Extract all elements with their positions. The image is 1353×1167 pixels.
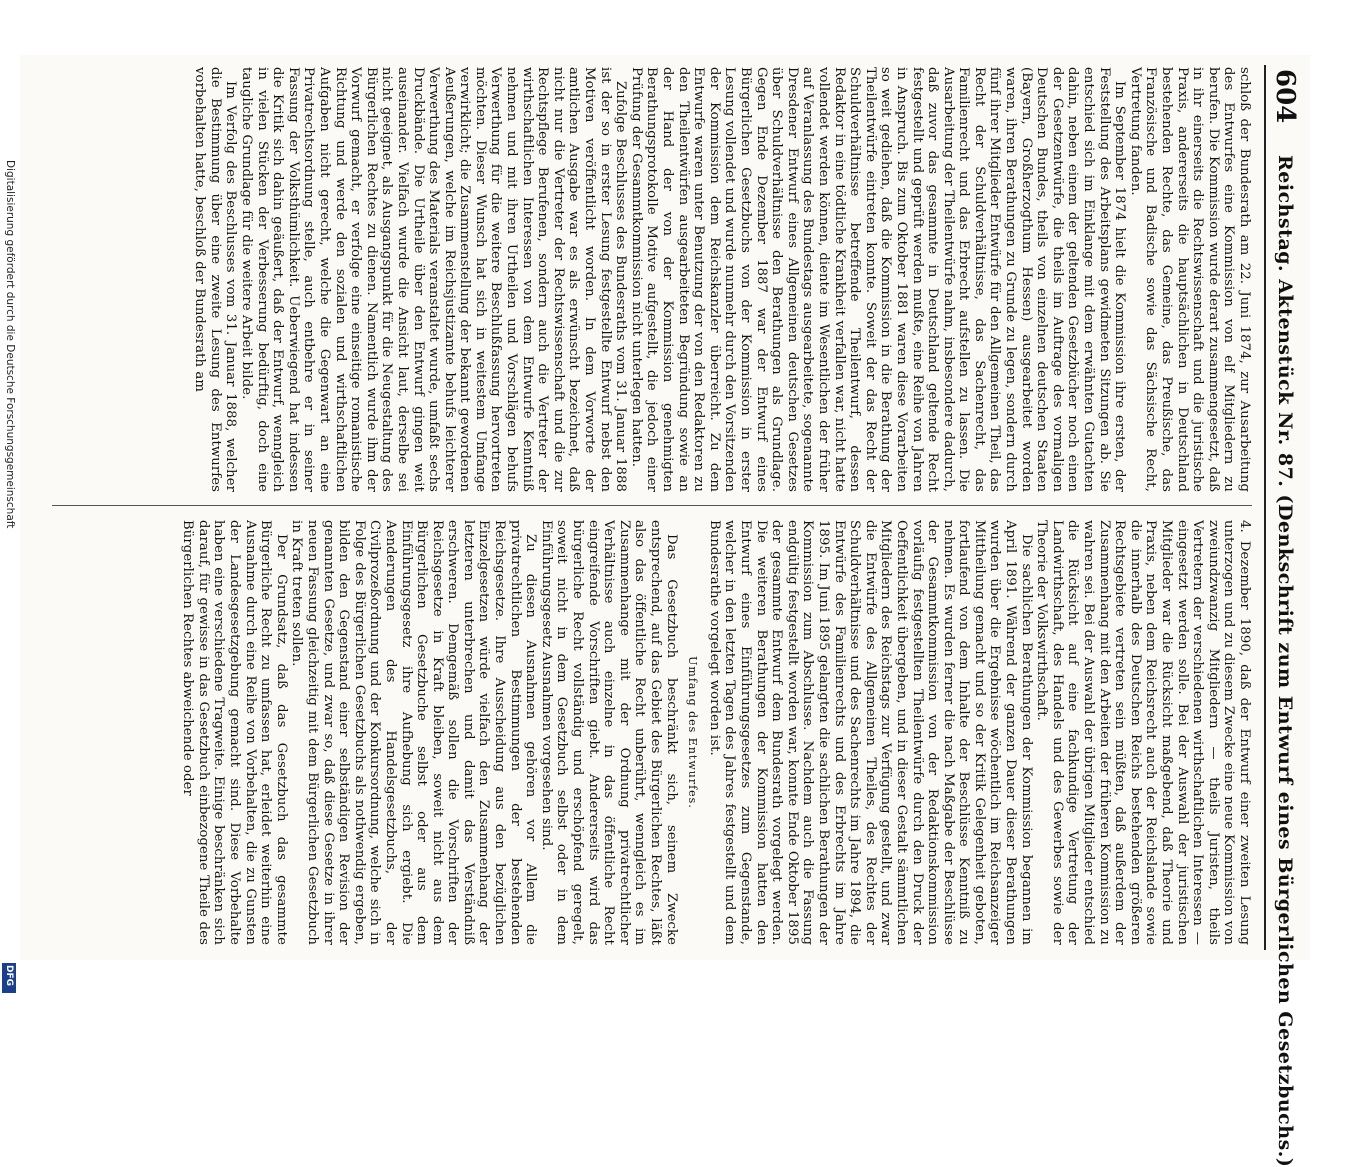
digitization-credit [2,160,16,920]
paragraph: Die sachlichen Berathungen der Kommission begannen im April 1891. Während der ganzen Dauer dieser Berathungen wurden über die Ergebnisse wöchentlich im Reichsanzeiger Mittheilung gemacht und so der Kritik Gelegenheit geboten, fortlaufend von dem Inhalte der Beschlüsse Kenntniß zu nehmen. Es wurden ferner die nach Maßgabe der Beschlüsse der Gesammtkommission von der Redaktionskommission vorläufig festgestellten Theilentwürfe durch den Druck der Oeffentlichkeit übergeben, und in dieser Gestalt sämmtlichen Mitgliedern des Reichstags zur Verfügung gestellt, und zwar die Entwürfe des Allgemeinen Theiles, des Rechtes der Schuldverhältnisse und des Sachenrechts im Jahre 1894, die Entwürfe des Familienrechts und des Erbrechts im Jahre 1895. Im Juni 1895 gelangten die sachlichen Berathungen der Kommission zum Abschlusse. Nachdem auch die Fassung endgültig festgestellt worden war, konnte Ende Oktober 1895 der gesammte Entwurf dem Bundesrath vorgelegt werden. Die weiteren Berathungen der Kommission hatten den Entwurf eines Einführungsgesetzes zum Gegenstande, welcher in den letzten Tagen des Jahres festgestellt und dem Bundesrathe vorgelegt worden ist. [706,520,1034,945]
dfg-logo-text: DFG [4,965,14,987]
paragraph: Zufolge Beschlusses des Bundesraths vom 31. Januar 1888 ist der so in erster Lesung festgestellte Entwurf nebst den Motiven veröffentlicht worden. In dem Vorworte der amtlichen Ausgabe war es als erwünscht bezeichnet, daß nicht nur die Vertreter der Rechtswissenschaft und die zur Rechtspflege Berufenen, sondern auch die Vertreter der wirthschaftlichen Interessen von dem Entwurfe Kenntniß nehmen und mit ihren Urtheilen und Vorschlägen behufs Verwerthung für die weitere Beschlußfassung hervortreten möchten. Dieser Wunsch hat sich in weitestem Umfange verwirklicht; die Zusammenstellung der bekannt gewordenen Aeußerungen, welche im Reichsjustizamte behufs leichterer Verwerthung des Materials veranstaltet wurde, umfaßt sechs Druckbände. Die Urtheile über den Entwurf gingen weit auseinander. Vielfach wurde die Ansicht laut, derselbe sei nicht geeignet, als Ausgangspunkt für die Neugestaltung des Bürgerlichen Rechtes zu dienen. Namentlich wurde ihm der Vorwurf gemacht, er verfolge eine einseitige romanistische Richtung und werde den sozialen und wirthschaftlichen Aufgaben nicht gerecht, welche die Gegenwart an eine Privatrechtsordnung stelle, auch entbehre er in seiner Fassung der Volksthümlichkeit. Ueberwiegend hat indessen die Kritik sich dahin geäußert, daß der Entwurf, wenngleich in vielen Stücken der Verbesserung bedürftig, doch eine taugliche Grundlage für die weitere Arbeit bilde. [239,67,629,492]
scanned-page [20,55,1310,1167]
digitization-credit-text: Digitalisierung gefördert durch die Deutsche Forschungsgemeinschaft [4,160,16,529]
paragraph: 4. Dezember 1890, daß der Entwurf einer zweiten Lesung unterzogen und zu diesem Zwecke eine neue Kommission von zweiundzwanzig Mitgliedern — theils Juristen, theils Vertretern der verschiedenen wirthschaftlichen Interessen — eingesetzt werden solle. Bei der Auswahl der juristischen Mitglieder war die Rücksicht maßgebend, daß Theorie und Praxis, neben dem Reichsrecht auch der Reichslande sowie die innerhalb des Deutschen Reichs bestehenden größeren Rechtsgebiete vertreten sein müßten, daß außerdem der Zusammenhang mit den Arbeiten der früheren Kommission zu wahren sei. Bei der Auswahl der übrigen Mitglieder entschied die Rücksicht auf eine fachkundige Vertretung der Landwirthschaft, des Handels und des Gewerbes sowie der Theorie der Volkswirthschaft. [1034,520,1252,945]
paragraph: Im September 1874 hielt die Kommission ihre ersten, der Feststellung des Arbeitsplans gewidmeten Sitzungen ab. Sie entschied sich im Einklange mit dem erwähnten Gutachten dahin, neben einem der geltenden Gesetzbücher noch einen der Gesetzentwürfe, die theils im Auftrage des vormaligen Deutschen Bundes, theils von einzelnen deutschen Staaten (Bayern, Großherzogthum Hessen) ausgearbeitet worden waren, ihren Berathungen zu Grunde zu legen, sondern durch fünf ihrer Mitglieder Entwürfe für den Allgemeinen Theil, das Recht der Schuldverhältnisse, das Sachenrecht, das Familienrecht und das Erbrecht aufstellen zu lassen. Die Ausarbeitung der Theilentwürfe nahm, insbesondere dadurch, daß zuvor das gesammte in Deutschland geltende Recht festgestellt und geprüft werden mußte, eine Reihe von Jahren in Anspruch. Bis zum Oktober 1881 waren diese Vorarbeiten so weit gediehen, daß die Kommission in die Berathung der Theilentwürfe eintreten konnte. Soweit der das Recht der Schuldverhältnisse betreffende Theilentwurf, dessen Redaktor in eine tödtliche Krankheit verfallen war, nicht hatte vollendet werden können, diente im Wesentlichen der früher auf Veranlassung des Bundestags ausgearbeitete, sogenannte Dresdener Entwurf eines Allgemeinen deutschen Gesetzes über Schuldverhältnisse den Berathungen als Grundlage. Gegen Ende Dezember 1887 war der Entwurf eines Bürgerlichen Gesetzbuchs von der Kommission in erster Lesung vollendet und wurde nunmehr durch den Vorsitzenden der Kommission dem Reichskanzler überreicht. Zu dem Entwurfe waren unter Benutzung der von den Redaktoren zu den Theilentwürfen ausgearbeiteten Begründung sowie an der Hand der von der Kommission genehmigten Berathungsprotokolle Motive aufgestellt, die jedoch einer Prüfung der Gesammtkommission nicht unterlegen hatten. [628,67,1128,492]
page-number: 604 [1270,69,1300,124]
section-heading: Umfang des Entwurfes. [686,656,700,809]
dfg-logo [2,963,16,993]
left-column [37,67,1252,492]
paragraph: Im Verfolg des Beschlusses vom 31. Januar 1888, welcher die Bestimmung über eine zweite Lesung des Entwurfes vorbehalten hatte, beschloß der Bundesrath am [192,67,239,492]
rotated-page-content [20,55,1310,1167]
page-title: Reichstag. Aktenstück Nr. 87. (Denkschrift zum Entwurf eines Bürgerlichen Gesetzbuchs.) [1274,155,1296,1167]
page-header [1264,65,1302,1167]
paragraph: Das Gesetzbuch beschränkt sich, seinem Zwecke entsprechend, auf das Gebiet des Bürgerlichen Rechtes, läßt also das öffentliche Recht unberührt, wenngleich es im Zusammenhange mit der Ordnung privatrechtlicher Verhältnisse auch einzelne in das öffentliche Recht eingreifende Vorschriften giebt. Andererseits wird das bürgerliche Recht vollständig und erschöpfend geregelt, soweit nicht in dem Gesetzbuch selbst oder in dem Einführungsgesetz Ausnahmen vorgesehen sind. [538,520,679,945]
paragraph: Zu diesen Ausnahmen gehören vor Allem die privatrechtlichen Bestimmungen der bestehenden Reichsgesetze. Ihre Ausscheidung aus den bezüglichen Einzelgesetzen würde vielfach den Zusammenhang der letzteren unterbrechen und damit das Verständniß erschweren. Demgemäß sollen die Vorschriften der Reichsgesetze in Kraft bleiben, soweit nicht aus dem Bürgerlichen Gesetzbuche selbst oder aus dem Einführungsgesetz ihre Aufhebung sich ergiebt. Die Aenderungen des Handelsgesetzbuchs, der Civilprozeßordnung und der Konkursordnung, welche sich in Folge des Bürgerlichen Gesetzbuchs als nothwendig ergeben, bilden den Gegenstand einer selbständigen Revision der genannten Gesetze, und zwar so, daß diese Gesetze in ihrer neuen Fassung gleichzeitig mit dem Bürgerlichen Gesetzbuch in Kraft treten sollen. [289,520,539,945]
paragraph: schloß der Bundesrath am 22. Juni 1874, zur Ausarbeitung des Entwurfes eine Kommission von elf Mitgliedern zu berufen. Die Kommission wurde derart zusammengesetzt, daß in ihr einerseits die Rechtswissenschaft und die juristische Praxis, andererseits die hauptsächlichen in Deutschland bestehenden Rechte, das Gemeine, das Preußische, das Französische und Badische sowie das Sächsische Recht, Vertretung fanden. [1127,67,1252,492]
right-column [37,520,1252,945]
column-divider [52,505,1252,506]
paragraph: Der Grundsatz, daß das Gesetzbuch das gesammte Bürgerliche Recht zu umfassen hat, erleidet weiterhin eine Ausnahme durch eine Reihe von Vorbehalten, die zu Gunsten der Landesgesetzgebung gemacht sind. Diese Vorbehalte haben eine verschiedene Tragweite. Einige beschränken sich darauf, für gewisse in das Gesetzbuch einbezogene Theile des Bürgerlichen Rechtes abweichende oder [180,520,289,945]
